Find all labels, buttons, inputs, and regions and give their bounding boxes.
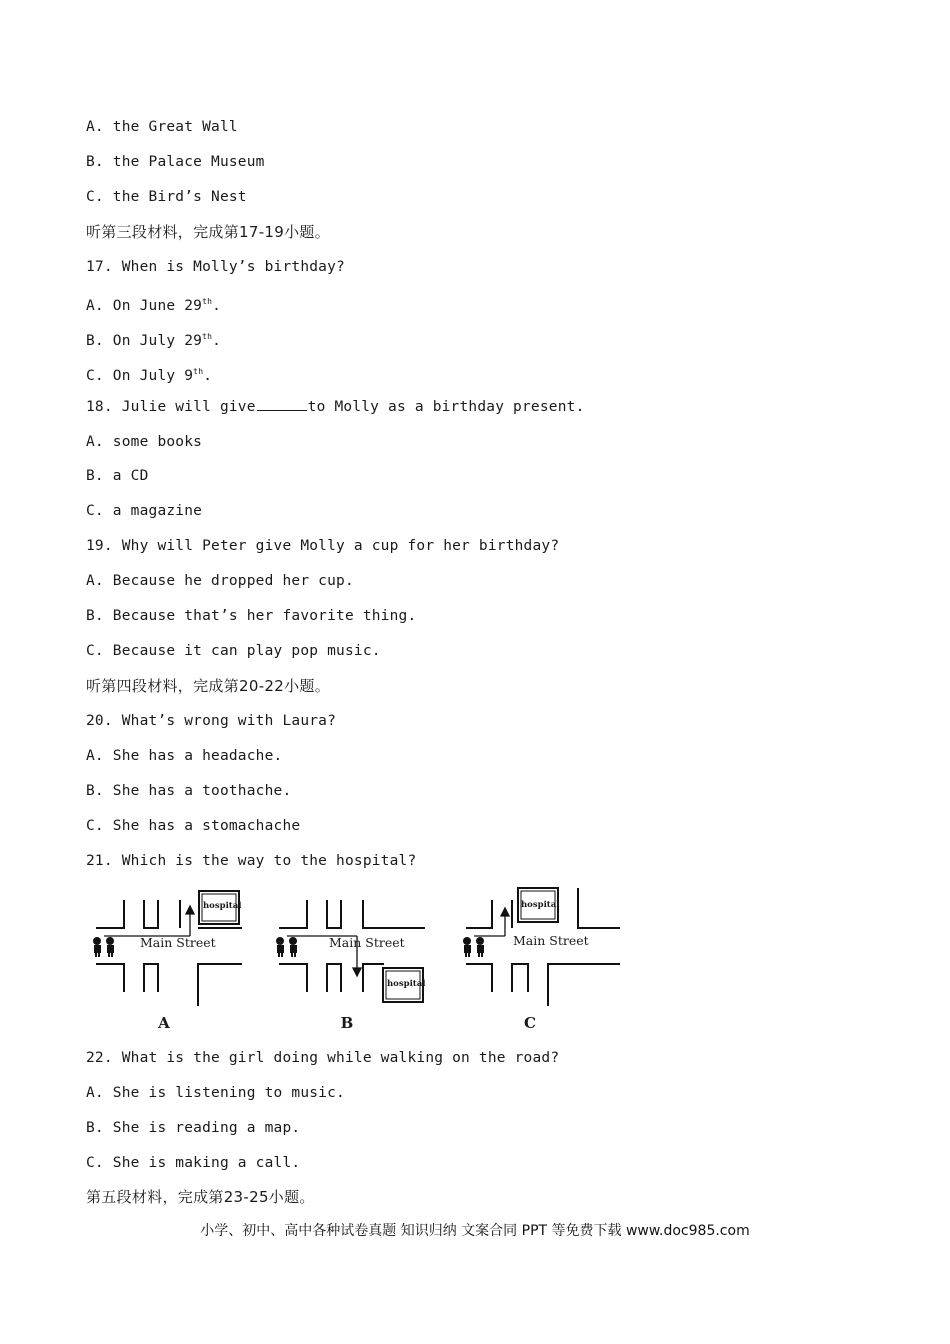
section5-header: 第五段材料，完成第23-25小题。 [86,1188,315,1206]
hospital-label: hospital [521,900,560,910]
section4-header: 听第四段材料，完成第20-22小题。 [86,677,330,695]
q20-option-a: A. She has a headache. [86,748,283,764]
map-caption-c: C [524,1014,536,1032]
q22-option-b: B. She is reading a map. [86,1120,301,1136]
q16-option-a: A. the Great Wall [86,119,238,135]
ordinal-suffix: th [193,367,204,376]
q18-option-c: C. a magazine [86,503,203,519]
q17-option-a [86,292,221,316]
q22-question: 22. What is the girl doing while walking on the road? [86,1050,560,1066]
q18-question [86,397,585,417]
ordinal-suffix: th [202,297,213,306]
hospital-label: hospital [203,901,242,911]
page-footer: 小学、初中、高中各种试卷真题 知识归纳 文案合同 PPT 等免费下载 www.doc985.com [200,1223,750,1239]
q20-option-c: C. She has a stomachache [86,818,301,834]
street-name-label: Main Street [329,935,405,950]
q16-option-c: C. the Bird’s Nest [86,189,247,205]
ordinal-suffix: th [202,332,213,341]
q18-suffix: to Molly as a birthday present. [307,399,585,415]
q20-option-b: B. She has a toothache. [86,783,292,799]
q18-prefix: 18. Julie will give [86,399,256,415]
q19-option-b: B. Because that’s her favorite thing. [86,608,417,624]
period: . [212,333,222,349]
period: . [203,368,213,384]
q17-question: 17. When is Molly’s birthday? [86,259,345,275]
q22-option-c: C. She is making a call. [86,1155,301,1171]
q17-option-b [86,327,221,351]
answer-blank [257,398,307,411]
q22-option-a: A. She is listening to music. [86,1085,345,1101]
q21-question: 21. Which is the way to the hospital? [86,853,417,869]
q19-question: 19. Why will Peter give Molly a cup for her birthday? [86,538,560,554]
q17-option-c-text: C. On July 9 [86,368,194,384]
q17-option-c [86,362,212,386]
street-name-label: Main Street [513,933,589,948]
section3-header: 听第三段材料，完成第17-19小题。 [86,223,330,241]
route-map-c [456,878,616,1038]
q18-option-b: B. a CD [86,468,149,484]
map-caption-b: B [340,1014,354,1032]
q17-option-a-text: A. On June 29 [86,298,203,314]
map-caption-a: A [158,1014,170,1032]
route-maps [86,878,646,1038]
period: . [212,298,222,314]
q16-option-b: B. the Palace Museum [86,154,265,170]
route-map-a [86,878,246,1038]
q20-question: 20. What’s wrong with Laura? [86,713,337,729]
q18-option-a: A. some books [86,434,203,450]
q19-option-a: A. Because he dropped her cup. [86,573,354,589]
route-map-b [269,878,429,1038]
q17-option-b-text: B. On July 29 [86,333,203,349]
street-name-label: Main Street [140,935,216,950]
hospital-label: hospital [387,979,426,989]
q19-option-c: C. Because it can play pop music. [86,643,381,659]
